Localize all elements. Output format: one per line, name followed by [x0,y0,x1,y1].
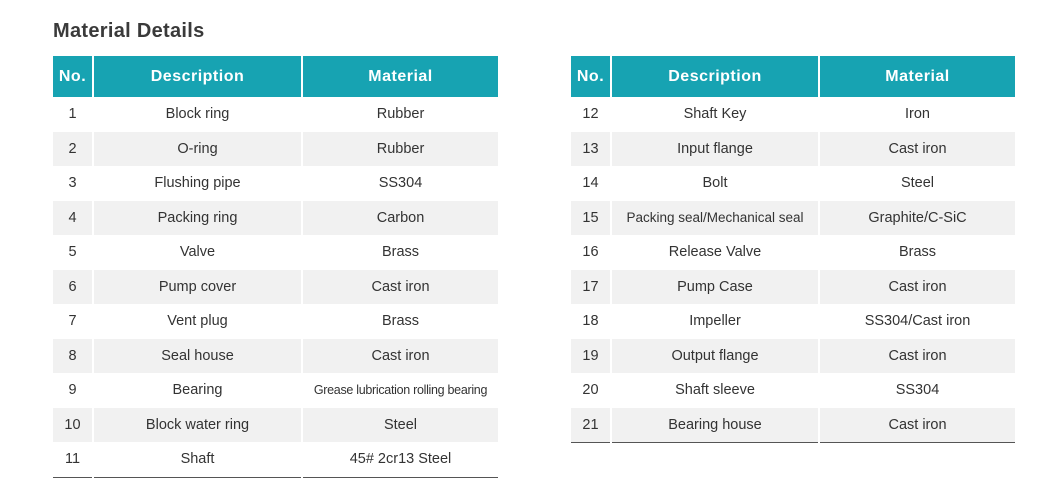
table-row [571,304,1015,339]
cell-material: Cast iron [819,339,1015,374]
cell-no: 18 [571,304,611,339]
cell-description: Packing ring [93,201,302,236]
table-row [53,270,498,305]
table-row [571,339,1015,374]
cell-no: 10 [53,408,93,443]
cell-material: SS304 [819,373,1015,408]
cell-description: Shaft Key [611,97,819,132]
table-row [53,408,498,443]
cell-no: 20 [571,373,611,408]
cell-no: 6 [53,270,93,305]
cell-material: Cast iron [302,339,498,374]
table-header-row [571,56,1015,97]
cell-material: Carbon [302,201,498,236]
cell-no: 16 [571,235,611,270]
column-header-description: Description [93,56,302,97]
cell-description: Bearing house [611,408,819,443]
cell-no: 2 [53,132,93,167]
cell-description: Input flange [611,132,819,167]
material-table-left [53,56,498,478]
cell-material: Rubber [302,132,498,167]
table-row [571,235,1015,270]
table-row [53,97,498,132]
cell-description: Packing seal/Mechanical seal [611,201,819,236]
cell-no: 5 [53,235,93,270]
cell-material: Brass [819,235,1015,270]
cell-material: Steel [302,408,498,443]
cell-material: Brass [302,235,498,270]
cell-description: Valve [93,235,302,270]
cell-no: 12 [571,97,611,132]
cell-description: Block water ring [93,408,302,443]
cell-no: 4 [53,201,93,236]
cell-material: Steel [819,166,1015,201]
cell-description: Release Valve [611,235,819,270]
cell-description: O-ring [93,132,302,167]
page-title: Material Details [53,20,205,42]
cell-material: Rubber [302,97,498,132]
table-row [571,201,1015,236]
cell-description: Output flange [611,339,819,374]
cell-no: 15 [571,201,611,236]
cell-no: 11 [53,442,93,477]
material-table-right [571,56,1015,443]
cell-no: 17 [571,270,611,305]
cell-description: Flushing pipe [93,166,302,201]
cell-material: Iron [819,97,1015,132]
cell-material: SS304 [302,166,498,201]
table-row [53,235,498,270]
cell-material: SS304/Cast iron [819,304,1015,339]
cell-material: Brass [302,304,498,339]
table-row [53,201,498,236]
cell-description: Pump Case [611,270,819,305]
cell-no: 21 [571,408,611,443]
table-row [53,442,498,477]
table-row [53,166,498,201]
table-row [571,166,1015,201]
cell-description: Vent plug [93,304,302,339]
cell-no: 8 [53,339,93,374]
table-row [571,408,1015,443]
table-row [571,97,1015,132]
cell-description: Impeller [611,304,819,339]
cell-material: Cast iron [819,408,1015,443]
table-header-row [53,56,498,97]
cell-material: Cast iron [819,270,1015,305]
cell-description: Pump cover [93,270,302,305]
cell-no: 9 [53,373,93,408]
column-header-no: No. [571,56,611,97]
column-header-material: Material [302,56,498,97]
table-row [53,304,498,339]
cell-material: Graphite/C-SiC [819,201,1015,236]
column-header-description: Description [611,56,819,97]
cell-material: Grease lubrication rolling bearing [302,373,498,408]
table-row [53,132,498,167]
cell-description: Shaft sleeve [611,373,819,408]
cell-no: 19 [571,339,611,374]
cell-description: Bearing [93,373,302,408]
cell-description: Bolt [611,166,819,201]
table-row [571,132,1015,167]
table-row [571,270,1015,305]
cell-material: 45# 2cr13 Steel [302,442,498,477]
column-header-no: No. [53,56,93,97]
cell-no: 1 [53,97,93,132]
column-header-material: Material [819,56,1015,97]
cell-no: 7 [53,304,93,339]
table-row [53,339,498,374]
cell-no: 13 [571,132,611,167]
cell-no: 3 [53,166,93,201]
cell-no: 14 [571,166,611,201]
cell-description: Seal house [93,339,302,374]
cell-description: Shaft [93,442,302,477]
cell-material: Cast iron [819,132,1015,167]
cell-material: Cast iron [302,270,498,305]
table-row [571,373,1015,408]
table-row [53,373,498,408]
cell-description: Block ring [93,97,302,132]
